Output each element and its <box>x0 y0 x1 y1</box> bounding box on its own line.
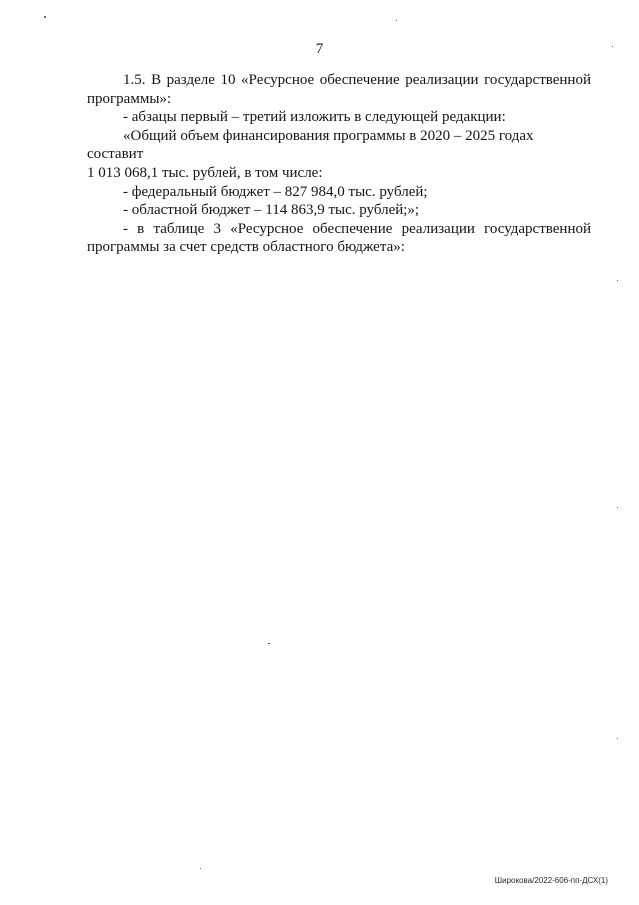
scan-speck <box>617 738 618 739</box>
paragraph-section-heading: 1.5. В разделе 10 «Ресурсное обеспечение реализации государственной программы»: <box>87 72 591 107</box>
scan-speck <box>200 868 201 869</box>
paragraph-instruction: - абзацы первый – третий изложить в следующей редакции: <box>123 109 506 126</box>
paragraph-table-reference: - в таблице 3 «Ресурсное обеспечение реализации государственной программы за счет средств областного бюджета»: <box>87 220 591 256</box>
paragraph-total-funding: «Общий объем финансирования программы в 2020 – 2025 годах составит <box>87 127 534 163</box>
scan-speck <box>396 20 397 21</box>
page-number: 7 <box>315 41 324 57</box>
scan-speck <box>617 507 618 508</box>
document-body <box>87 71 591 257</box>
paragraph-total-funding-amount: 1 013 068,1 тыс. рублей, в том числе: <box>87 164 323 181</box>
scan-speck <box>612 46 613 47</box>
paragraph-federal-budget: - федеральный бюджет – 827 984,0 тыс. рублей; <box>123 183 428 200</box>
scan-speck <box>617 280 618 281</box>
scan-speck <box>44 16 46 18</box>
scan-speck <box>268 643 270 644</box>
paragraph-regional-budget: - областной бюджет – 114 863,9 тыс. рублей;»; <box>123 202 420 219</box>
footer-document-reference: Широкова/2022-606-пп-ДСХ(1) <box>494 876 608 885</box>
